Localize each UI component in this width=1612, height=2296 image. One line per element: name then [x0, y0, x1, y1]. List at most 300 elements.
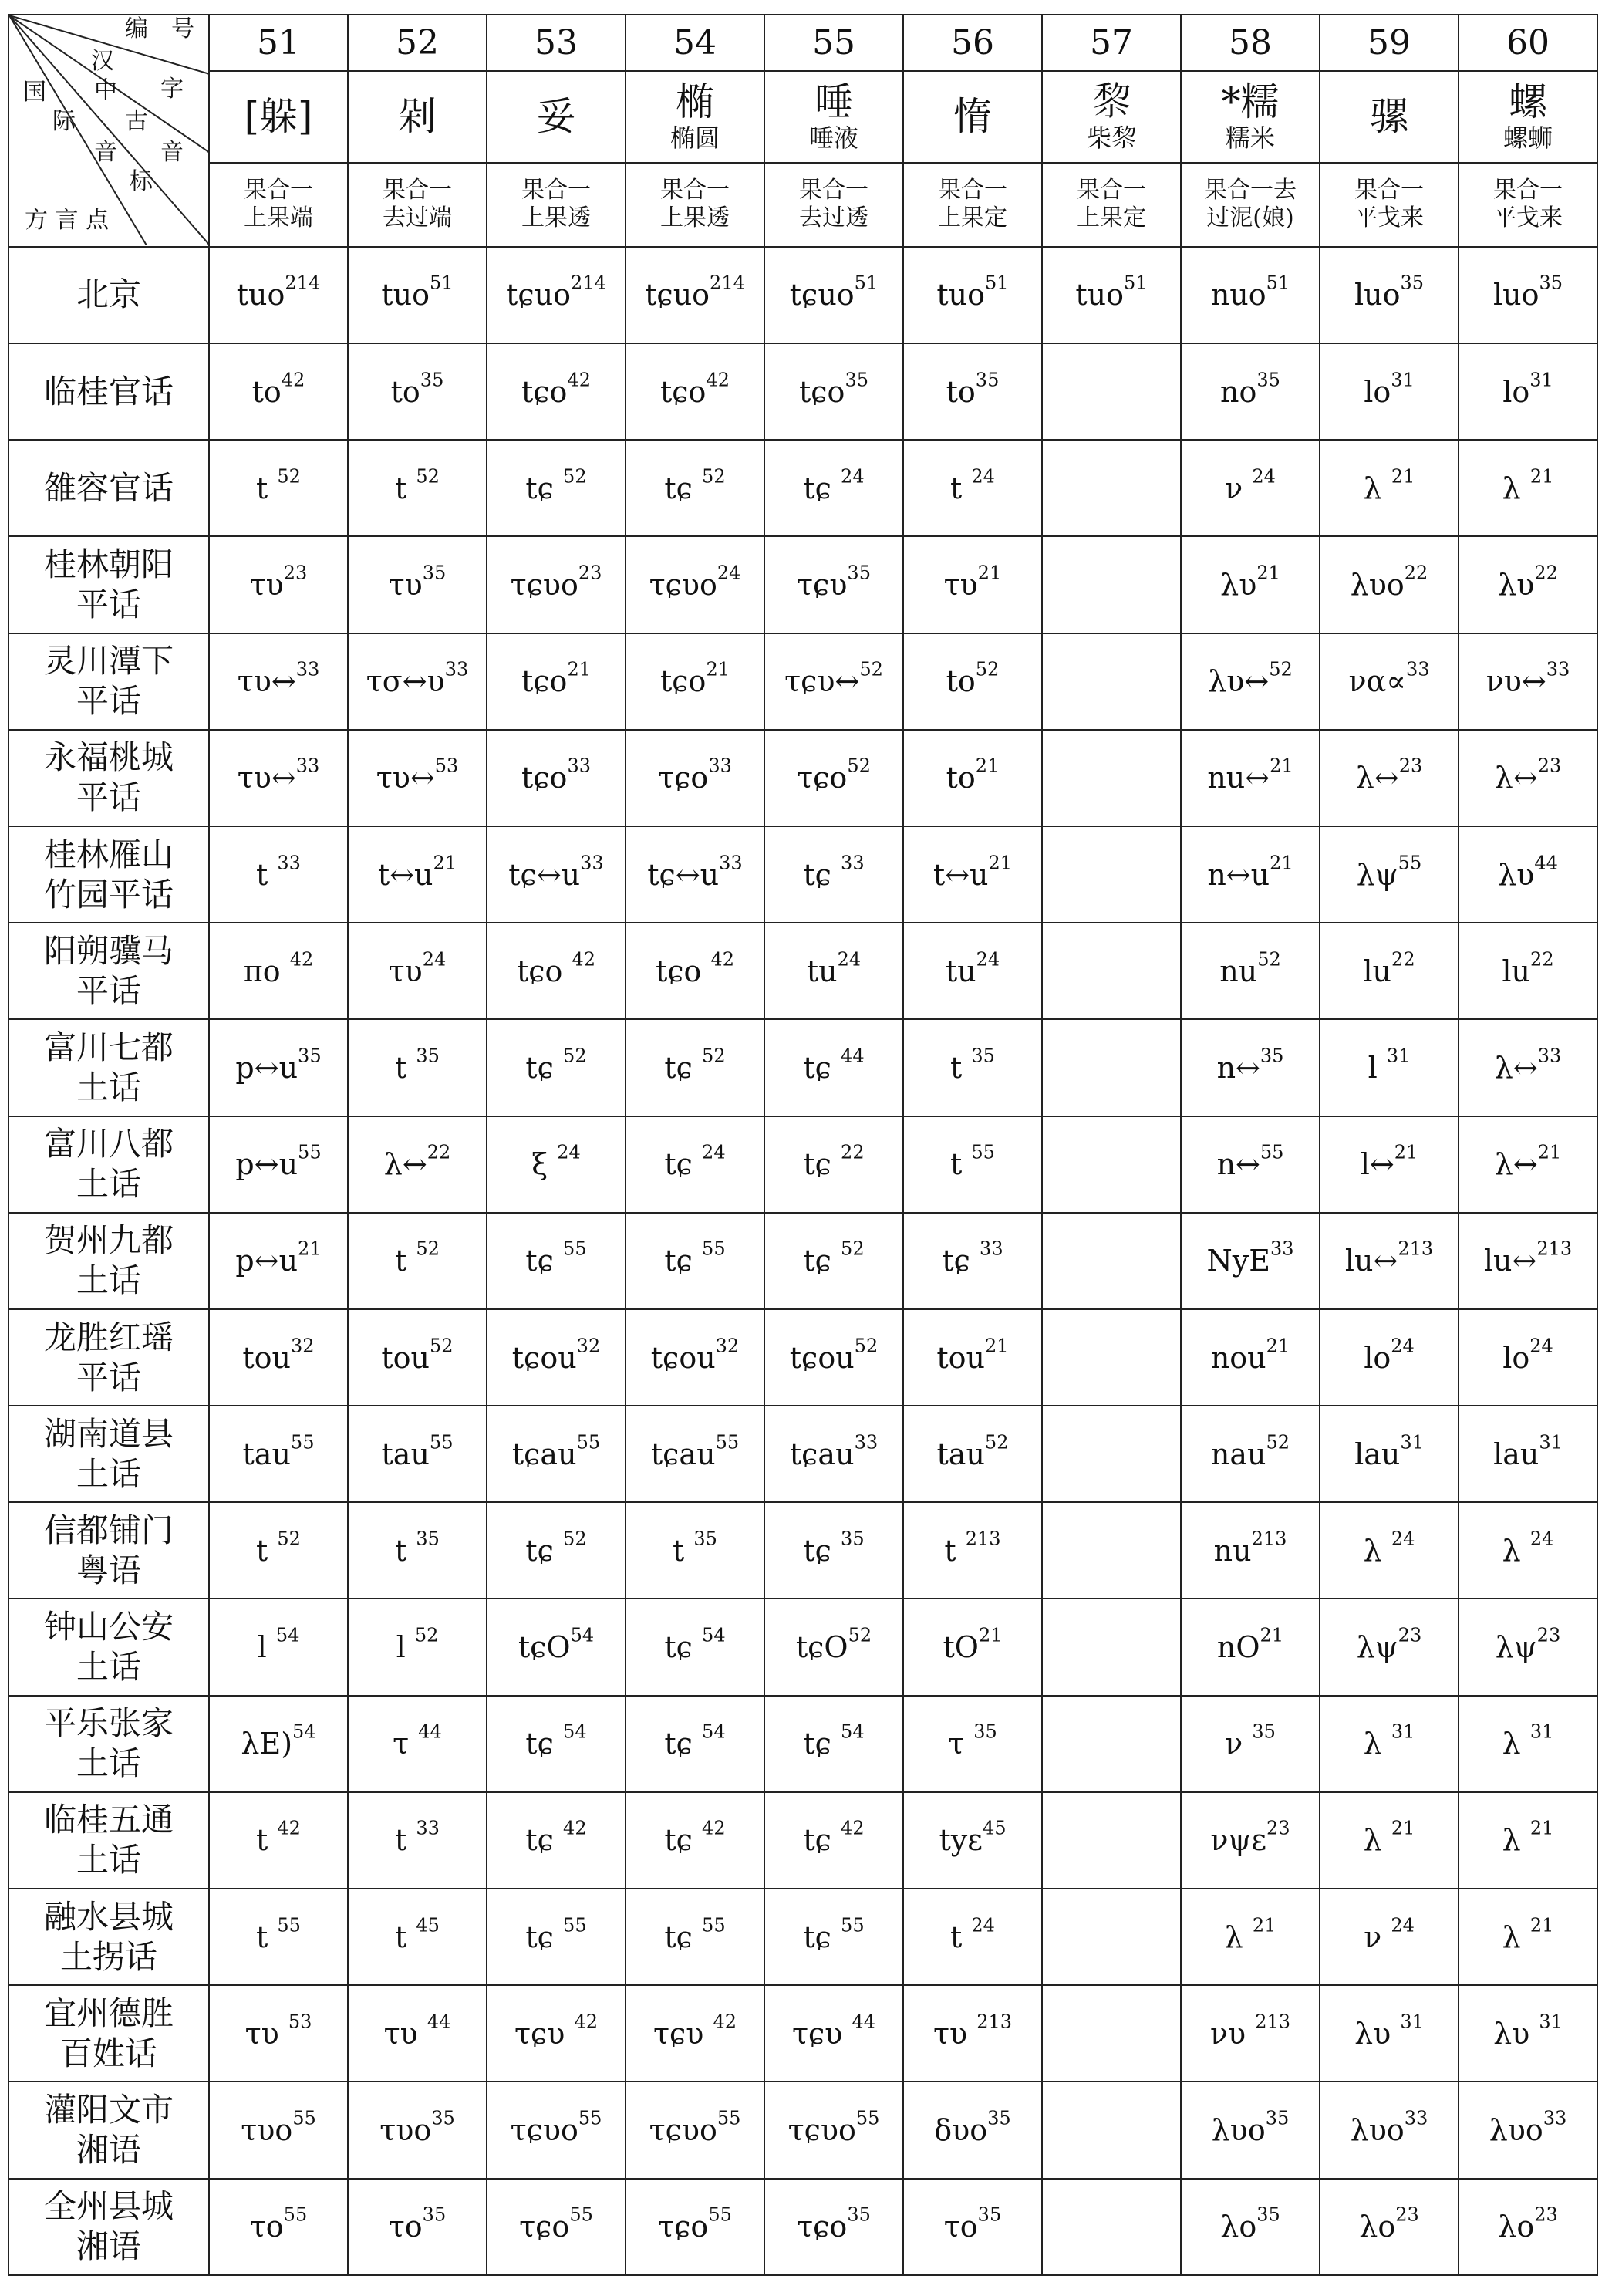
reading-segment: nu↔ [1207, 761, 1270, 795]
middle-chinese-line: 去过透 [799, 204, 868, 232]
tone-number: 53 [288, 2011, 312, 2033]
reading-segment: t [395, 1823, 416, 1858]
reading-segment: tɕ [525, 1727, 564, 1761]
reading-cell [1042, 1019, 1181, 1116]
corner-label-bianhao: 编 号 [125, 15, 194, 42]
tone-number: 35 [422, 562, 447, 584]
location-line: 土话 [76, 1841, 141, 1879]
reading-cell [1320, 1889, 1459, 1985]
tone-number: 22 [841, 1141, 865, 1163]
reading-segment: tɕ [525, 1533, 564, 1568]
reading-cell [348, 343, 487, 440]
reading-segment: τυ↔ [376, 761, 435, 795]
reading-cell [626, 1116, 764, 1213]
reading-segment: tuo [936, 278, 986, 312]
reading-segment: λ [1363, 1533, 1391, 1568]
corner-label-zhong: 中 [94, 77, 117, 104]
reading-segment: τɕο [797, 2210, 848, 2244]
reading-segment: t [395, 1533, 416, 1568]
middle-chinese-line: 上果定 [938, 204, 1007, 232]
reading-segment: νψε [1210, 1823, 1267, 1858]
reading-segment: λ [1502, 1920, 1530, 1954]
char-number: 58 [1181, 15, 1320, 71]
reading-segment: λυο [1350, 2113, 1405, 2147]
reading-cell [903, 2082, 1042, 2178]
location-line: 土话 [76, 1261, 141, 1300]
reading-cell [348, 1502, 487, 1599]
reading-segment: p↔u [235, 1244, 298, 1278]
tone-number: 52 [1257, 948, 1281, 971]
reading-segment: n↔ [1216, 1050, 1260, 1085]
reading-cell [1042, 2179, 1181, 2275]
reading-segment: n↔ [1216, 1147, 1260, 1182]
dialect-row [8, 1599, 1597, 1695]
location-line: 平话 [76, 971, 141, 1010]
tone-number: 35 [1252, 1720, 1276, 1743]
middle-chinese-cell [764, 163, 903, 247]
tone-number: 33 [444, 658, 469, 680]
location-line: 灌阳文市 [43, 2091, 174, 2129]
reading-cell [626, 730, 764, 826]
location-line: 宜州德胜 [43, 1994, 174, 2032]
tone-number: 33 [1404, 2107, 1428, 2129]
reading-segment: λψ [1356, 1630, 1398, 1665]
reading-segment: t [395, 471, 416, 505]
reading-cell [209, 1019, 348, 1116]
dialect-location [8, 1213, 209, 1309]
reading-cell [1181, 2082, 1320, 2178]
middle-chinese-line: 果合一 [799, 177, 868, 204]
tone-number: 213 [1398, 1237, 1434, 1260]
tone-number: 42 [281, 369, 305, 391]
tone-number: 213 [965, 1528, 1001, 1550]
tone-number: 31 [1391, 1720, 1415, 1743]
reading-cell [1181, 343, 1320, 440]
tone-number: 21 [1537, 1141, 1562, 1163]
tone-number: 54 [563, 1720, 587, 1743]
reading-segment: λ [1502, 471, 1530, 505]
reading-cell [209, 536, 348, 633]
tone-number: 32 [291, 1335, 315, 1357]
reading-segment: luo [1354, 278, 1401, 312]
reading-segment: t [395, 1244, 416, 1278]
reading-cell [487, 1792, 626, 1889]
reading-cell [1320, 1985, 1459, 2082]
tone-number: 52 [702, 1045, 726, 1067]
dialect-row [8, 1406, 1597, 1502]
reading-cell [209, 1696, 348, 1792]
tone-number: 31 [1400, 2011, 1424, 2033]
dialect-row [8, 1309, 1597, 1406]
reading-cell [1320, 923, 1459, 1019]
reading-segment: tɕ [803, 1823, 841, 1858]
reading-cell [209, 2082, 348, 2178]
tone-number: 42 [710, 948, 735, 971]
tone-number: 35 [422, 2203, 447, 2226]
reading-cell [348, 923, 487, 1019]
character-glyph: 椭 [676, 79, 714, 125]
reading-segment: to [946, 664, 976, 699]
reading-segment: το [388, 2210, 423, 2244]
reading-cell [209, 1889, 348, 1985]
reading-segment: nuo [1210, 278, 1266, 312]
tone-number: 44 [841, 1045, 865, 1067]
reading-cell [1459, 1889, 1597, 1985]
reading-cell [487, 826, 626, 923]
tone-number: 31 [1539, 1431, 1563, 1454]
reading-segment: luo [1492, 278, 1539, 312]
reading-cell [1320, 1213, 1459, 1309]
reading-segment: tɕ↔u [647, 857, 720, 892]
reading-cell [903, 1696, 1042, 1792]
tone-number: 23 [283, 562, 308, 584]
tone-number: 33 [980, 1237, 1003, 1260]
reading-segment: lau [1493, 1437, 1539, 1471]
reading-cell [903, 1985, 1042, 2082]
reading-segment: to [946, 761, 976, 795]
middle-chinese-row [8, 163, 1597, 247]
tone-number: 24 [976, 948, 1000, 971]
reading-segment: tɕau [650, 1437, 716, 1471]
character-glyph: 骡 [1370, 94, 1408, 140]
reading-segment: λ [1502, 1823, 1530, 1858]
reading-segment: ν [1225, 471, 1253, 505]
reading-cell [1459, 1019, 1597, 1116]
reading-segment: δυο [934, 2113, 988, 2147]
reading-segment: t↔u [932, 857, 989, 892]
tone-number: 52 [563, 1528, 587, 1550]
character-cell [764, 71, 903, 163]
reading-cell [209, 1406, 348, 1502]
tone-number: 52 [841, 1237, 865, 1260]
tone-number: 24 [971, 1914, 995, 1936]
reading-cell [903, 1502, 1042, 1599]
tone-number: 35 [973, 1720, 997, 1743]
tone-number: 24 [422, 948, 447, 971]
character-glyph: 螺 [1509, 79, 1547, 125]
reading-cell [626, 1792, 764, 1889]
reading-cell [487, 1213, 626, 1309]
tone-number: 24 [971, 465, 995, 488]
location-line: 土话 [76, 1165, 141, 1204]
reading-segment: p↔u [235, 1050, 298, 1085]
reading-segment: tɕou [789, 1340, 855, 1375]
reading-segment: λ↔ [1494, 1050, 1538, 1085]
reading-cell [764, 633, 903, 730]
reading-cell [1042, 633, 1181, 730]
reading-cell [626, 1502, 764, 1599]
tone-number: 52 [848, 1624, 872, 1646]
reading-cell [1459, 1599, 1597, 1695]
reading-cell [764, 1696, 903, 1792]
reading-cell [348, 1985, 487, 2082]
reading-cell [626, 1696, 764, 1792]
reading-segment: λψ [1356, 857, 1398, 892]
reading-segment: τ [948, 1727, 974, 1761]
tone-number: 52 [277, 1528, 301, 1550]
tone-number: 35 [847, 2203, 871, 2226]
reading-cell [1459, 1696, 1597, 1792]
reading-segment: τɕυ [653, 2016, 713, 2051]
reading-cell [764, 247, 903, 343]
reading-segment: λ↔ [1494, 1147, 1538, 1182]
tone-number: 35 [847, 562, 871, 584]
reading-segment: tɕuo [645, 278, 710, 312]
tone-number: 213 [1255, 2011, 1291, 2033]
tone-number: 54 [570, 1624, 595, 1646]
reading-cell [1320, 247, 1459, 343]
tone-number: 52 [414, 1624, 439, 1646]
tone-number: 214 [710, 272, 745, 295]
reading-segment: λ↔ [1355, 761, 1399, 795]
location-line: 平话 [76, 778, 141, 817]
reading-segment: τɕο [658, 2210, 709, 2244]
tone-number: 55 [855, 2107, 880, 2129]
location-line: 信都铺门 [43, 1511, 174, 1549]
tone-number: 21 [978, 1624, 1003, 1646]
reading-cell [1181, 1502, 1320, 1599]
reading-cell [626, 2179, 764, 2275]
character-gloss: 糯米 [1225, 123, 1275, 154]
reading-segment: tɕ [803, 1533, 841, 1568]
tone-number: 23 [1537, 755, 1562, 777]
reading-cell [1181, 1889, 1320, 1985]
tone-number: 21 [1529, 465, 1554, 488]
reading-segment: tɕ [664, 1050, 703, 1085]
tone-number: 31 [1391, 369, 1415, 391]
reading-segment: tɕuo [789, 278, 855, 312]
dialect-row [8, 826, 1597, 923]
reading-segment: n↔u [1207, 857, 1270, 892]
reading-segment: tɕ [664, 1727, 703, 1761]
reading-segment: tɕou [650, 1340, 716, 1375]
location-line: 雒容官话 [43, 468, 174, 507]
tone-number: 54 [702, 1720, 726, 1743]
tone-number: 55 [429, 1431, 454, 1454]
tone-number: 35 [1256, 2203, 1280, 2226]
reading-cell [764, 536, 903, 633]
reading-segment: tɕou [511, 1340, 577, 1375]
tone-number: 52 [847, 755, 871, 777]
tone-number: 214 [571, 272, 606, 295]
dialect-location [8, 1985, 209, 2082]
reading-cell [487, 2179, 626, 2275]
location-line: 桂林朝阳 [43, 545, 174, 583]
tone-number: 31 [1529, 369, 1553, 391]
tone-number: 33 [719, 852, 743, 874]
dialect-comparison-table [8, 14, 1598, 2276]
tone-number: 24 [557, 1141, 581, 1163]
dialect-row [8, 1696, 1597, 1792]
tone-number: 52 [859, 658, 883, 680]
char-number: 55 [764, 15, 903, 71]
reading-segment: to [946, 374, 976, 409]
reading-segment: tau [242, 1437, 291, 1471]
reading-cell [348, 2082, 487, 2178]
tone-number: 35 [1260, 1045, 1284, 1067]
tone-number: 51 [854, 272, 879, 295]
reading-segment: τɕo [797, 761, 848, 795]
reading-segment: l [396, 1630, 415, 1665]
reading-segment: t [395, 1920, 416, 1954]
tone-number: 53 [434, 755, 459, 777]
reading-segment: το [943, 2210, 978, 2244]
reading-cell [1181, 1599, 1320, 1695]
reading-cell [209, 1502, 348, 1599]
middle-chinese-line: 果合一 [938, 177, 1007, 204]
dialect-location [8, 1116, 209, 1213]
reading-segment: ν [1225, 1727, 1253, 1761]
reading-cell [1459, 1213, 1597, 1309]
tone-number: 51 [985, 272, 1009, 295]
reading-cell [1320, 536, 1459, 633]
reading-segment: tɕau [789, 1437, 855, 1471]
reading-segment: λο [1498, 2210, 1535, 2244]
char-number: 59 [1320, 15, 1459, 71]
character-cell [348, 71, 487, 163]
tone-number: 42 [841, 1818, 865, 1840]
reading-cell [1320, 633, 1459, 730]
reading-segment: τɕυο [787, 2113, 856, 2147]
tone-number: 35 [298, 1045, 322, 1067]
tone-number: 35 [977, 2203, 1002, 2226]
reading-cell [1042, 1116, 1181, 1213]
tone-number: 24 [1391, 1335, 1415, 1357]
reading-segment: tɕ [664, 1147, 703, 1182]
reading-cell [1181, 1985, 1320, 2082]
reading-cell [764, 1889, 903, 1985]
character-glyph: *糯 [1221, 79, 1280, 125]
reading-segment: tɕO [795, 1630, 848, 1665]
dialect-row [8, 1792, 1597, 1889]
middle-chinese-line: 平戈来 [1354, 204, 1424, 232]
reading-segment: l [257, 1630, 276, 1665]
reading-segment: τɕο [519, 2210, 570, 2244]
reading-cell [348, 1309, 487, 1406]
corner-label-biao: 标 [130, 168, 153, 195]
reading-cell [1042, 2082, 1181, 2178]
reading-cell [1320, 1116, 1459, 1213]
tone-number: 21 [1270, 852, 1293, 874]
reading-cell [1459, 923, 1597, 1019]
corner-label-gu: 古 [125, 108, 148, 135]
reading-segment: λ [1363, 471, 1391, 505]
character-glyph: 惰 [953, 94, 992, 140]
dialect-survey-sheet [8, 14, 1597, 2276]
reading-cell [209, 1309, 348, 1406]
reading-segment: l [1368, 1050, 1387, 1085]
tone-number: 55 [717, 2107, 741, 2129]
dialect-location [8, 730, 209, 826]
tone-number: 21 [1256, 562, 1280, 584]
corner-label-yin2: 音 [160, 139, 184, 166]
reading-segment: λE) [241, 1727, 293, 1761]
reading-segment: tyε [939, 1823, 983, 1858]
reading-segment: τɕυ [791, 2016, 852, 2051]
corner-label-fangyan: 方 言 点 [25, 207, 110, 234]
corner-label-yin: 音 [94, 139, 117, 166]
tone-number: 35 [416, 1528, 440, 1550]
reading-cell [1181, 536, 1320, 633]
tone-number: 31 [1539, 2011, 1563, 2033]
tone-number: 32 [576, 1335, 601, 1357]
tone-number: 32 [715, 1335, 740, 1357]
tone-number: 33 [567, 755, 591, 777]
tone-number: 33 [841, 852, 865, 874]
character-glyph: 妥 [537, 94, 575, 140]
tone-number: 33 [416, 1818, 440, 1840]
reading-cell [1320, 1696, 1459, 1792]
tone-number: 54 [292, 1720, 316, 1743]
reading-cell [348, 440, 487, 536]
reading-cell [626, 1985, 764, 2082]
reading-cell [1320, 2179, 1459, 2275]
reading-cell [903, 826, 1042, 923]
reading-cell [1459, 1406, 1597, 1502]
reading-segment: tɕ [803, 1050, 841, 1085]
character-glyph: 剁 [398, 94, 437, 140]
reading-cell [1320, 1502, 1459, 1599]
tone-number: 44 [427, 2011, 451, 2033]
reading-segment: tɕ [664, 1630, 703, 1665]
location-line: 临桂五通 [43, 1801, 174, 1839]
dialect-location [8, 2179, 209, 2275]
reading-segment: tɕ↔u [508, 857, 581, 892]
dialect-row [8, 730, 1597, 826]
char-number: 60 [1459, 15, 1597, 71]
reading-segment: λ↔ [1494, 761, 1538, 795]
reading-cell [487, 1116, 626, 1213]
character-gloss: 柴𥟖 [1086, 123, 1136, 154]
reading-cell [764, 1502, 903, 1599]
reading-cell [348, 1792, 487, 1889]
reading-cell [1042, 440, 1181, 536]
tone-number: 33 [277, 852, 301, 874]
reading-segment: λυ↔ [1208, 664, 1270, 699]
reading-cell [764, 343, 903, 440]
reading-segment: tɕ [664, 1823, 703, 1858]
tone-number: 35 [1539, 272, 1563, 295]
reading-cell [764, 730, 903, 826]
reading-segment: tɕ [664, 471, 703, 505]
reading-cell [348, 1696, 487, 1792]
reading-segment: λυ [1493, 2016, 1539, 2051]
middle-chinese-line: 上果定 [1077, 204, 1146, 232]
tone-number: 213 [1536, 1237, 1573, 1260]
tone-number: 55 [578, 2107, 602, 2129]
reading-cell [1459, 1502, 1597, 1599]
reading-segment: t [256, 857, 278, 892]
location-line: 平话 [76, 682, 141, 721]
tone-number: 51 [1266, 272, 1290, 295]
reading-cell [903, 1116, 1042, 1213]
reading-cell [348, 1213, 487, 1309]
location-line: 平乐张家 [43, 1704, 174, 1743]
reading-segment: tɕ [525, 471, 564, 505]
tone-number: 55 [290, 1431, 315, 1454]
reading-segment: nau [1210, 1437, 1266, 1471]
reading-cell [1042, 1213, 1181, 1309]
tone-number: 21 [1391, 1818, 1415, 1840]
reading-segment: lo [1502, 1340, 1530, 1375]
reading-cell [1181, 1696, 1320, 1792]
tone-number: 21 [298, 1237, 322, 1260]
reading-segment: λυ [1220, 568, 1257, 602]
reading-cell [348, 1116, 487, 1213]
middle-chinese-line: 上果透 [660, 204, 730, 232]
tone-number: 21 [1266, 1335, 1290, 1357]
reading-cell [1459, 1792, 1597, 1889]
